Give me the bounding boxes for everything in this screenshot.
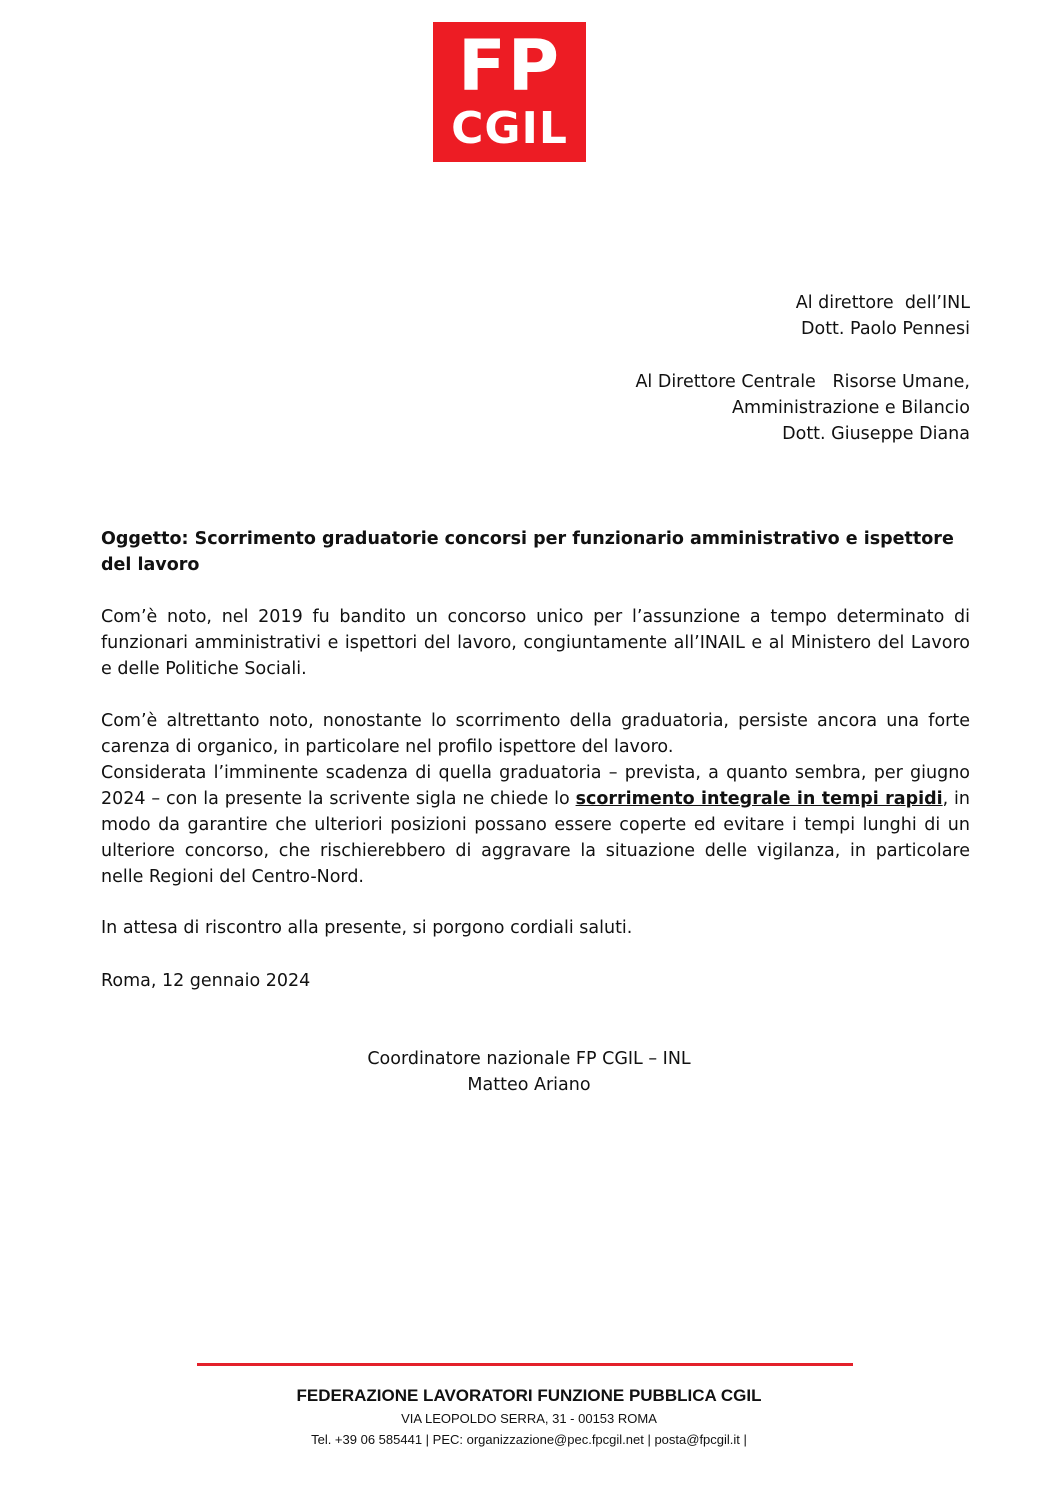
paragraph-3-after: , in modo da garantire che ulteriori posizioni possano essere coperte ed evitare i tempi lunghi di un ulteriore concorso, che rischierebbero di aggravare la situazione delle vigilanza, in particolare nelle Regioni del Centro-Nord. bbox=[101, 789, 970, 887]
logo-text-fp: FP bbox=[457, 25, 562, 107]
fp-cgil-logo bbox=[433, 22, 586, 162]
paragraph-3-before: Considerata l’imminente scadenza di quella graduatoria – prevista, a quanto sembra, per giugno 2024 – con la presente la scrivente sigla ne chiede lo bbox=[101, 763, 970, 809]
recipient-1-name: Dott. Paolo Pennesi bbox=[801, 319, 970, 339]
logo-text-cgil: CGIL bbox=[451, 103, 568, 154]
signature-role: Coordinatore nazionale FP CGIL – INL bbox=[367, 1049, 691, 1069]
footer-divider bbox=[197, 1363, 853, 1366]
paragraph-3-emphasis: scorrimento integrale in tempi rapidi bbox=[575, 789, 943, 809]
footer-address: VIA LEOPOLDO SERRA, 31 - 00153 ROMA bbox=[401, 1411, 657, 1426]
paragraph-1: Com’è noto, nel 2019 fu bandito un concorso unico per l’assunzione a tempo determinato di funzionari amministrativi e ispettori del lavoro, congiuntamente all’INAIL e al Ministero del Lavoro e delle Politiche Sociali. bbox=[101, 607, 970, 679]
recipient-2-name: Dott. Giuseppe Diana bbox=[782, 424, 970, 444]
footer-contacts: Tel. +39 06 585441 | PEC: organizzazione@pec.fpcgil.net | posta@fpcgil.it | bbox=[311, 1432, 747, 1447]
closing-line: In attesa di riscontro alla presente, si porgono cordiali saluti. bbox=[101, 918, 633, 938]
recipient-1-line-1: Al direttore dell’INL bbox=[795, 293, 970, 313]
paragraph-2: Com’è altrettanto noto, nonostante lo scorrimento della graduatoria, persiste ancora una forte carenza di organico, in particolare nel profilo ispettore del lavoro. bbox=[101, 711, 970, 757]
recipient-2-line-2: Amministrazione e Bilancio bbox=[731, 398, 970, 418]
date-line: Roma, 12 gennaio 2024 bbox=[101, 971, 311, 991]
footer-organization: FEDERAZIONE LAVORATORI FUNZIONE PUBBLICA CGIL bbox=[296, 1386, 762, 1405]
signature-name: Matteo Ariano bbox=[467, 1075, 591, 1095]
recipient-2-line-1: Al Direttore Centrale Risorse Umane, bbox=[635, 372, 970, 392]
subject-line: Oggetto: Scorrimento graduatorie concorsi per funzionario amministrativo e ispettore del lavoro bbox=[101, 529, 954, 575]
paragraph-3 bbox=[101, 760, 970, 890]
